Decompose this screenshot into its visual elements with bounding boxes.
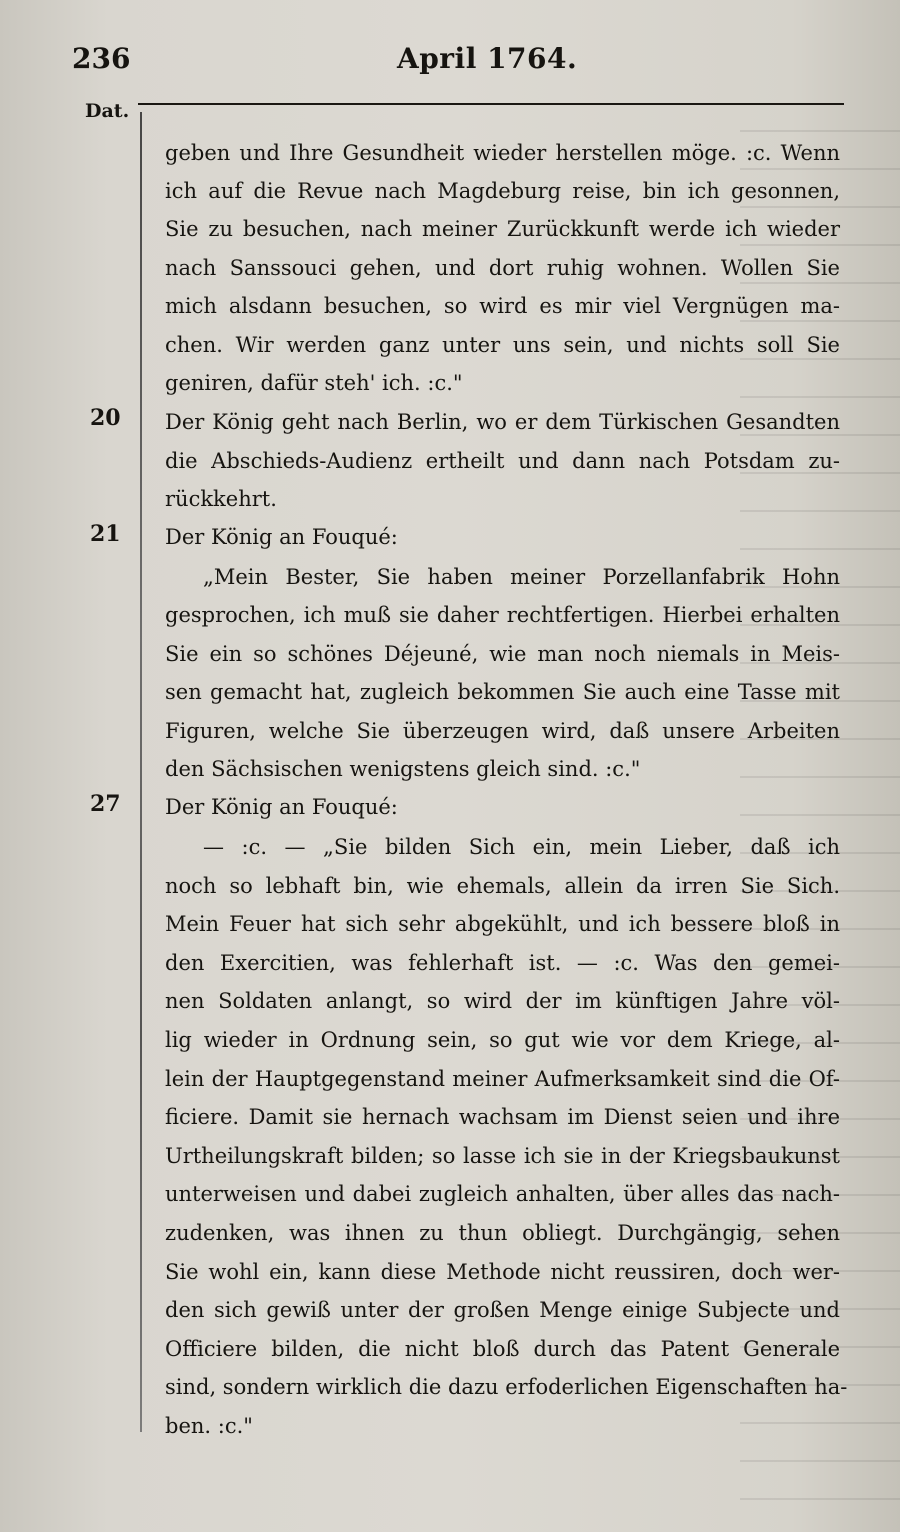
text-line: Der König an Fouqué:	[165, 525, 398, 549]
text-line: gesprochen, ich muß sie daher rechtfertigen. Hierbei erhalten	[165, 603, 840, 627]
text-line: zudenken, was ihnen zu thun obliegt. Durchgängig, sehen	[165, 1221, 840, 1245]
text-line: Sie zu besuchen, nach meiner Zurückkunft werde ich wieder	[165, 217, 840, 241]
text-line: sen gemacht hat, zugleich bekommen Sie auch eine Tasse mit	[165, 680, 840, 704]
text-line: Sie wohl ein, kann diese Methode nicht reussiren, doch wer-	[165, 1260, 840, 1284]
text-line: chen. Wir werden ganz unter uns sein, und nichts soll Sie	[165, 333, 840, 357]
header-rule	[138, 103, 844, 105]
text-line: geniren, dafür steh' ich. :c."	[165, 371, 463, 395]
text-line: Urtheilungskraft bilden; so lasse ich sie in der Kriegsbaukunst	[165, 1144, 840, 1168]
text-line: ich auf die Revue nach Magdeburg reise, bin ich gesonnen,	[165, 179, 840, 203]
text-line: den Sächsischen wenigstens gleich sind. :c."	[165, 757, 641, 781]
text-line: den sich gewiß unter der großen Menge einige Subjecte und	[165, 1298, 840, 1322]
text-line: — :c. — „Sie bilden Sich ein, mein Lieber, daß ich	[203, 835, 840, 859]
date-marker: 21	[90, 521, 121, 547]
text-line: mich alsdann besuchen, so wird es mir viel Vergnügen ma-	[165, 294, 840, 318]
text-line: unterweisen und dabei zugleich anhalten, über alles das nach-	[165, 1182, 840, 1206]
text-line: lein der Hauptgegenstand meiner Aufmerksamkeit sind die Of-	[165, 1067, 840, 1091]
text-line: nen Soldaten anlangt, so wird der im künftigen Jahre völ-	[165, 989, 840, 1013]
text-line: rückkehrt.	[165, 487, 277, 511]
text-line: lig wieder in Ordnung sein, so gut wie vor dem Kriege, al-	[165, 1028, 840, 1052]
page-number: 236	[72, 42, 131, 75]
text-line: noch so lebhaft bin, wie ehemals, allein da irren Sie Sich.	[165, 874, 840, 898]
text-line: Mein Feuer hat sich sehr abgekühlt, und ich bessere bloß in	[165, 912, 840, 936]
text-line: nach Sanssouci gehen, und dort ruhig wohnen. Wollen Sie	[165, 256, 840, 280]
text-line: die Abschieds-Audienz ertheilt und dann nach Potsdam zu-	[165, 449, 840, 473]
text-line: Der König an Fouqué:	[165, 795, 398, 819]
text-line: Officiere bilden, die nicht bloß durch das Patent Generale	[165, 1337, 840, 1361]
date-column-label: Dat.	[85, 100, 130, 122]
text-line: Sie ein so schönes Déjeuné, wie man noch niemals in Meis-	[165, 642, 840, 666]
text-line: ben. :c."	[165, 1414, 253, 1438]
date-marker: 20	[90, 405, 121, 431]
date-marker: 27	[90, 791, 121, 817]
date-column-rule	[140, 112, 142, 1432]
text-line: sind, sondern wirklich die dazu erfoderlichen Eigenschaften ha-	[165, 1375, 848, 1399]
page-header	[72, 42, 842, 92]
text-line: ficiere. Damit sie hernach wachsam im Dienst seien und ihre	[165, 1105, 840, 1129]
running-head: April 1764.	[397, 42, 578, 75]
text-line: „Mein Bester, Sie haben meiner Porzellanfabrik Hohn	[203, 565, 840, 589]
text-line: Der König geht nach Berlin, wo er dem Türkischen Gesandten	[165, 410, 840, 434]
text-line: Figuren, welche Sie überzeugen wird, daß unsere Arbeiten	[165, 719, 840, 743]
text-line: den Exercitien, was fehlerhaft ist. — :c. Was den gemei-	[165, 951, 840, 975]
text-line: geben und Ihre Gesundheit wieder herstellen möge. :c. Wenn	[165, 141, 840, 165]
